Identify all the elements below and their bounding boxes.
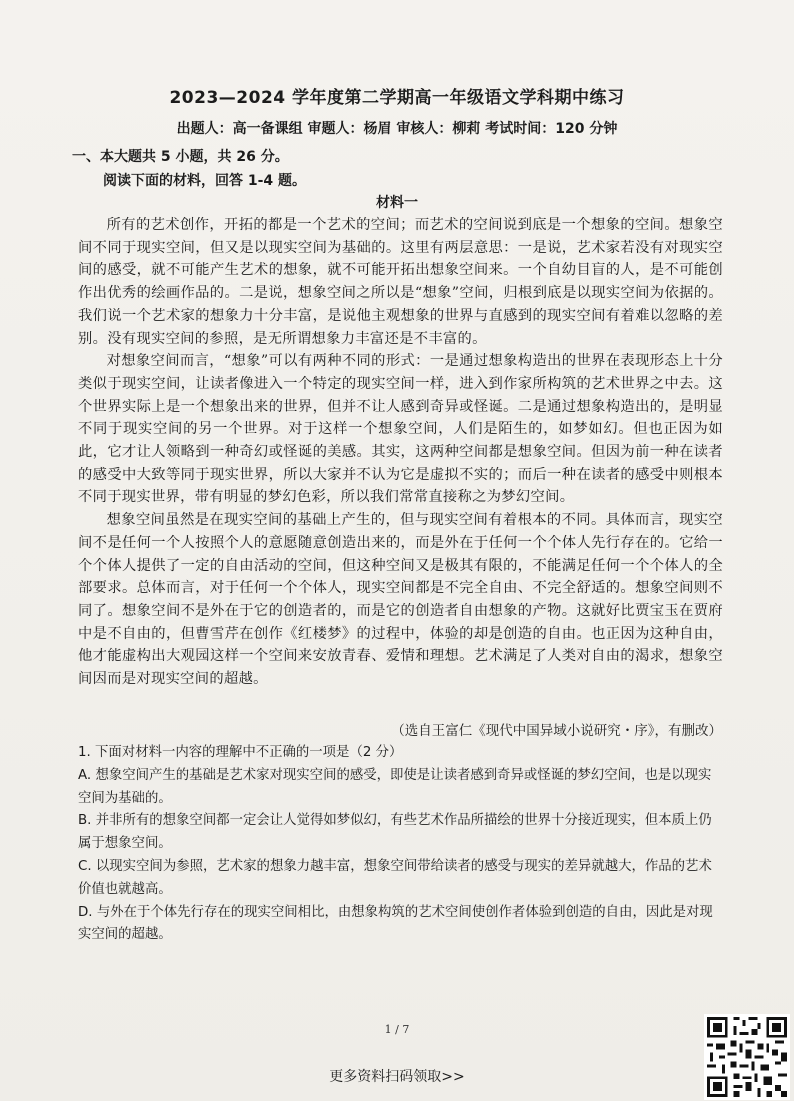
material-title: 材料一 [376, 195, 418, 211]
exam-title: 2023—2024 学年度第二学期高一年级语文学科期中练习 [169, 88, 625, 108]
page-number: 1 / 7 [384, 1023, 410, 1036]
material-paragraph: 所有的艺术创作，开拓的都是一个艺术的空间；而艺术的空间说到底是一个想象的空间。想象空间不同于现实空间，但又是以现实空间为基础的。这里有两层意思：一是说，艺术家若没有对现实空间的感受，就不可能产生艺术的想象，就不可能开拓出想象空间来。一个自幼目盲的人，是不可能创作出优秀的绘画作品的。二是说，想象空间之所以是“想象”空间，归根到底是以现实空间为依据的。我们说一个艺术家的想象力十分丰富，是说他主观想象的世界与直感到的现实空间有着难以忽略的差别。没有现实空间的参照，是无所谓想象力丰富还是不丰富的。 [78, 217, 723, 347]
material-body [78, 214, 723, 691]
question-stem: 1. 下面对材料一内容的理解中不正确的一项是（2 分） [78, 745, 403, 760]
material-paragraph: 对想象空间而言，“想象”可以有两种不同的形式：一是通过想象构造出的世界在表现形态上十分类似于现实空间，让读者像进入一个特定的现实空间一样，进入到作家所构筑的艺术世界之中去。这个世界实际上是一个想象出来的世界，但并不让人感到奇异或怪诞。二是通过想象构造出的，是明显不同于现实空间的另一个世界。对于这样一个想象空间，人们是陌生的，如梦如幻。但也正因为如此，它才让人领略到一种奇幻或怪诞的美感。其实，这两种空间都是想象空间。但因为前一种在读者的感受中大致等同于现实世界，所以大家并不认为它是虚拟不实的；而后一种在读者的感受中则根本不同于现实世界，带有明显的梦幻色彩，所以我们常常直接称之为梦幻空间。 [78, 353, 723, 506]
option-c: C. 以现实空间为参照，艺术家的想象力越丰富，想象空间带给读者的感受与现实的差异就越大，作品的艺术价值也就越高。 [78, 858, 712, 897]
material-paragraph: 想象空间虽然是在现实空间的基础上产生的，但与现实空间有着根本的不同。具体而言，现实空间不是任何一个人按照个人的意愿随意创造出来的，而是外在于任何一个个体人先行存在的。它给一个个体人提供了一定的自由活动的空间，但这种空间又是极其有限的，不能满足任何一个个体人的全部要求。总体而言，对于任何一个个体人，现实空间都是不完全自由、不完全舒适的。想象空间则不同了。想象空间不是外在于它的创造者的，而是它的创造者自由想象的产物。这就好比贾宝玉在贾府中是不自由的，但曹雪芹在创作《红楼梦》的过程中，体验的却是创造的自由。也正因为这种自由，他才能虚构出大观园这样一个空间来安放青春、爱情和理想。艺术满足了人类对自由的渴求，想象空间因而是对现实空间的超越。 [78, 512, 723, 688]
exam-credits: 出题人：高一备课组 审题人：杨眉 审核人：柳莉 考试时间：120 分钟 [176, 121, 618, 137]
question-1 [78, 742, 723, 947]
promo-text[interactable]: 更多资料扫码领取>> [329, 1069, 465, 1085]
material-source: （选自王富仁《现代中国异域小说研究・序》，有删改） [391, 723, 722, 739]
section-instruction: 阅读下面的材料，回答 1-4 题。 [103, 173, 307, 189]
qr-code-icon[interactable] [704, 1014, 790, 1100]
option-d: D. 与外在于个体先行存在的现实空间相比，由想象构筑的艺术空间使创作者体验到创造的自由，因此是对现实空间的超越。 [78, 904, 713, 943]
section-heading: 一、本大题共 5 小题，共 26 分。 [72, 149, 289, 165]
option-b: B. 并非所有的想象空间都一定会让人觉得如梦似幻，有些艺术作品所描绘的世界十分接近现实，但本质上仍属于想象空间。 [78, 813, 712, 852]
option-a: A. 想象空间产生的基础是艺术家对现实空间的感受，即使是让读者感到奇异或怪诞的梦幻空间，也是以现实空间为基础的。 [78, 767, 712, 806]
